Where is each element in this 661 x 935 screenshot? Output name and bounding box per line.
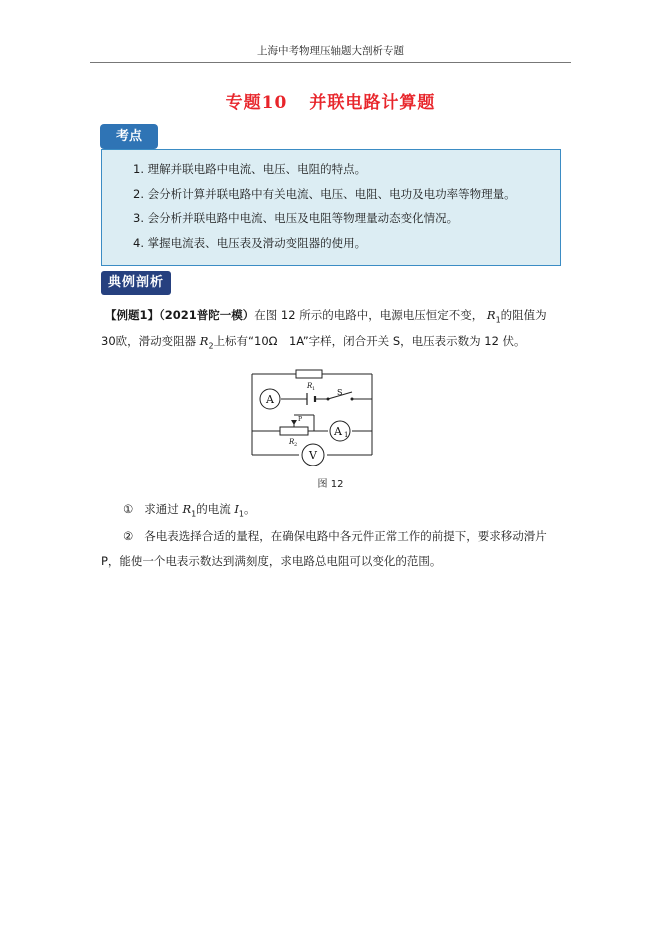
ammeter-a-label: A [266, 393, 274, 406]
voltmeter-v-label: V [309, 449, 317, 462]
q1-text-b: 的电流 [196, 502, 231, 516]
r2-label: R [289, 438, 295, 446]
kaodian-item: 4. 掌握电流表、电压表及滑动变阻器的使用。 [133, 236, 367, 250]
header-divider [90, 62, 571, 63]
r2-sub: 2 [294, 442, 298, 448]
example-line-1 [105, 307, 547, 324]
switch-contact [351, 398, 354, 401]
ammeter-a1-sub: 1 [344, 431, 349, 439]
example-line-2 [101, 333, 526, 350]
slider-label: P [298, 416, 303, 423]
kaodian-item: 3. 会分析并联电路中电流、电压及电阻等物理量动态变化情况。 [133, 211, 459, 225]
figure-caption: 图 12 [317, 479, 344, 490]
example-tag: 【例题1】 [105, 308, 160, 322]
resistor-r1 [296, 370, 322, 378]
r1-sub: 1 [312, 386, 316, 392]
example-text-1-end: 的阻值为 [500, 308, 547, 322]
example-text-2b: 上标有“10Ω 1A”字样，闭合开关 S，电压表示数为 12 伏。 [213, 334, 526, 348]
var-sub: 1 [238, 509, 244, 519]
switch-label: S [337, 388, 343, 397]
q1-text-c: 。 [244, 502, 256, 516]
r1-label: R [307, 382, 313, 390]
example-source: （2021普陀一模） [159, 308, 255, 322]
q2-text-1: 各电表选择合适的量程，在确保电路中各元件正常工作的前提下，要求移动滑片 [144, 529, 547, 543]
var-r: R [182, 502, 192, 516]
q1-number: ① [123, 502, 134, 516]
title-prefix: 专题10 [225, 93, 288, 113]
kaodian-item: 2. 会分析计算并联电路中有关电流、电压、电阻、电功及电功率等物理量。 [133, 187, 516, 201]
question-2-line-1 [123, 528, 547, 544]
var-sub: 1 [495, 315, 501, 325]
kaodian-label: 考点 [100, 124, 158, 149]
question-1 [123, 501, 256, 518]
rheostat-r2 [280, 427, 308, 435]
slider-arrow [291, 420, 297, 425]
example-text-1: 在图 12 所示的电路中，电源电压恒定不变， [254, 308, 484, 322]
q2-number: ② [123, 529, 134, 543]
title-main: 并联电路计算题 [309, 93, 436, 113]
switch-contact [327, 398, 330, 401]
ammeter-a1-label: A [334, 425, 342, 438]
q1-text-a: 求通过 [144, 502, 179, 516]
circuit-diagram [240, 362, 376, 466]
example-text-2a: 30欧，滑动变阻器 [101, 334, 197, 348]
var-sub: 2 [208, 341, 214, 351]
page-title [0, 88, 661, 113]
kaodian-box [101, 149, 561, 266]
page-header: 上海中考物理压轴题大剖析专题 [257, 45, 404, 57]
var-r: R [199, 334, 209, 348]
var-i: I [234, 502, 239, 516]
var-sub: 1 [191, 509, 197, 519]
kaodian-item: 1. 理解并联电路中电流、电压、电阻的特点。 [133, 162, 367, 176]
section-label: 典例剖析 [101, 271, 171, 295]
question-2-line-2: P，能使一个电表示数达到满刻度，求电路总电阻可以变化的范围。 [101, 554, 442, 568]
var-r: R [486, 308, 496, 322]
